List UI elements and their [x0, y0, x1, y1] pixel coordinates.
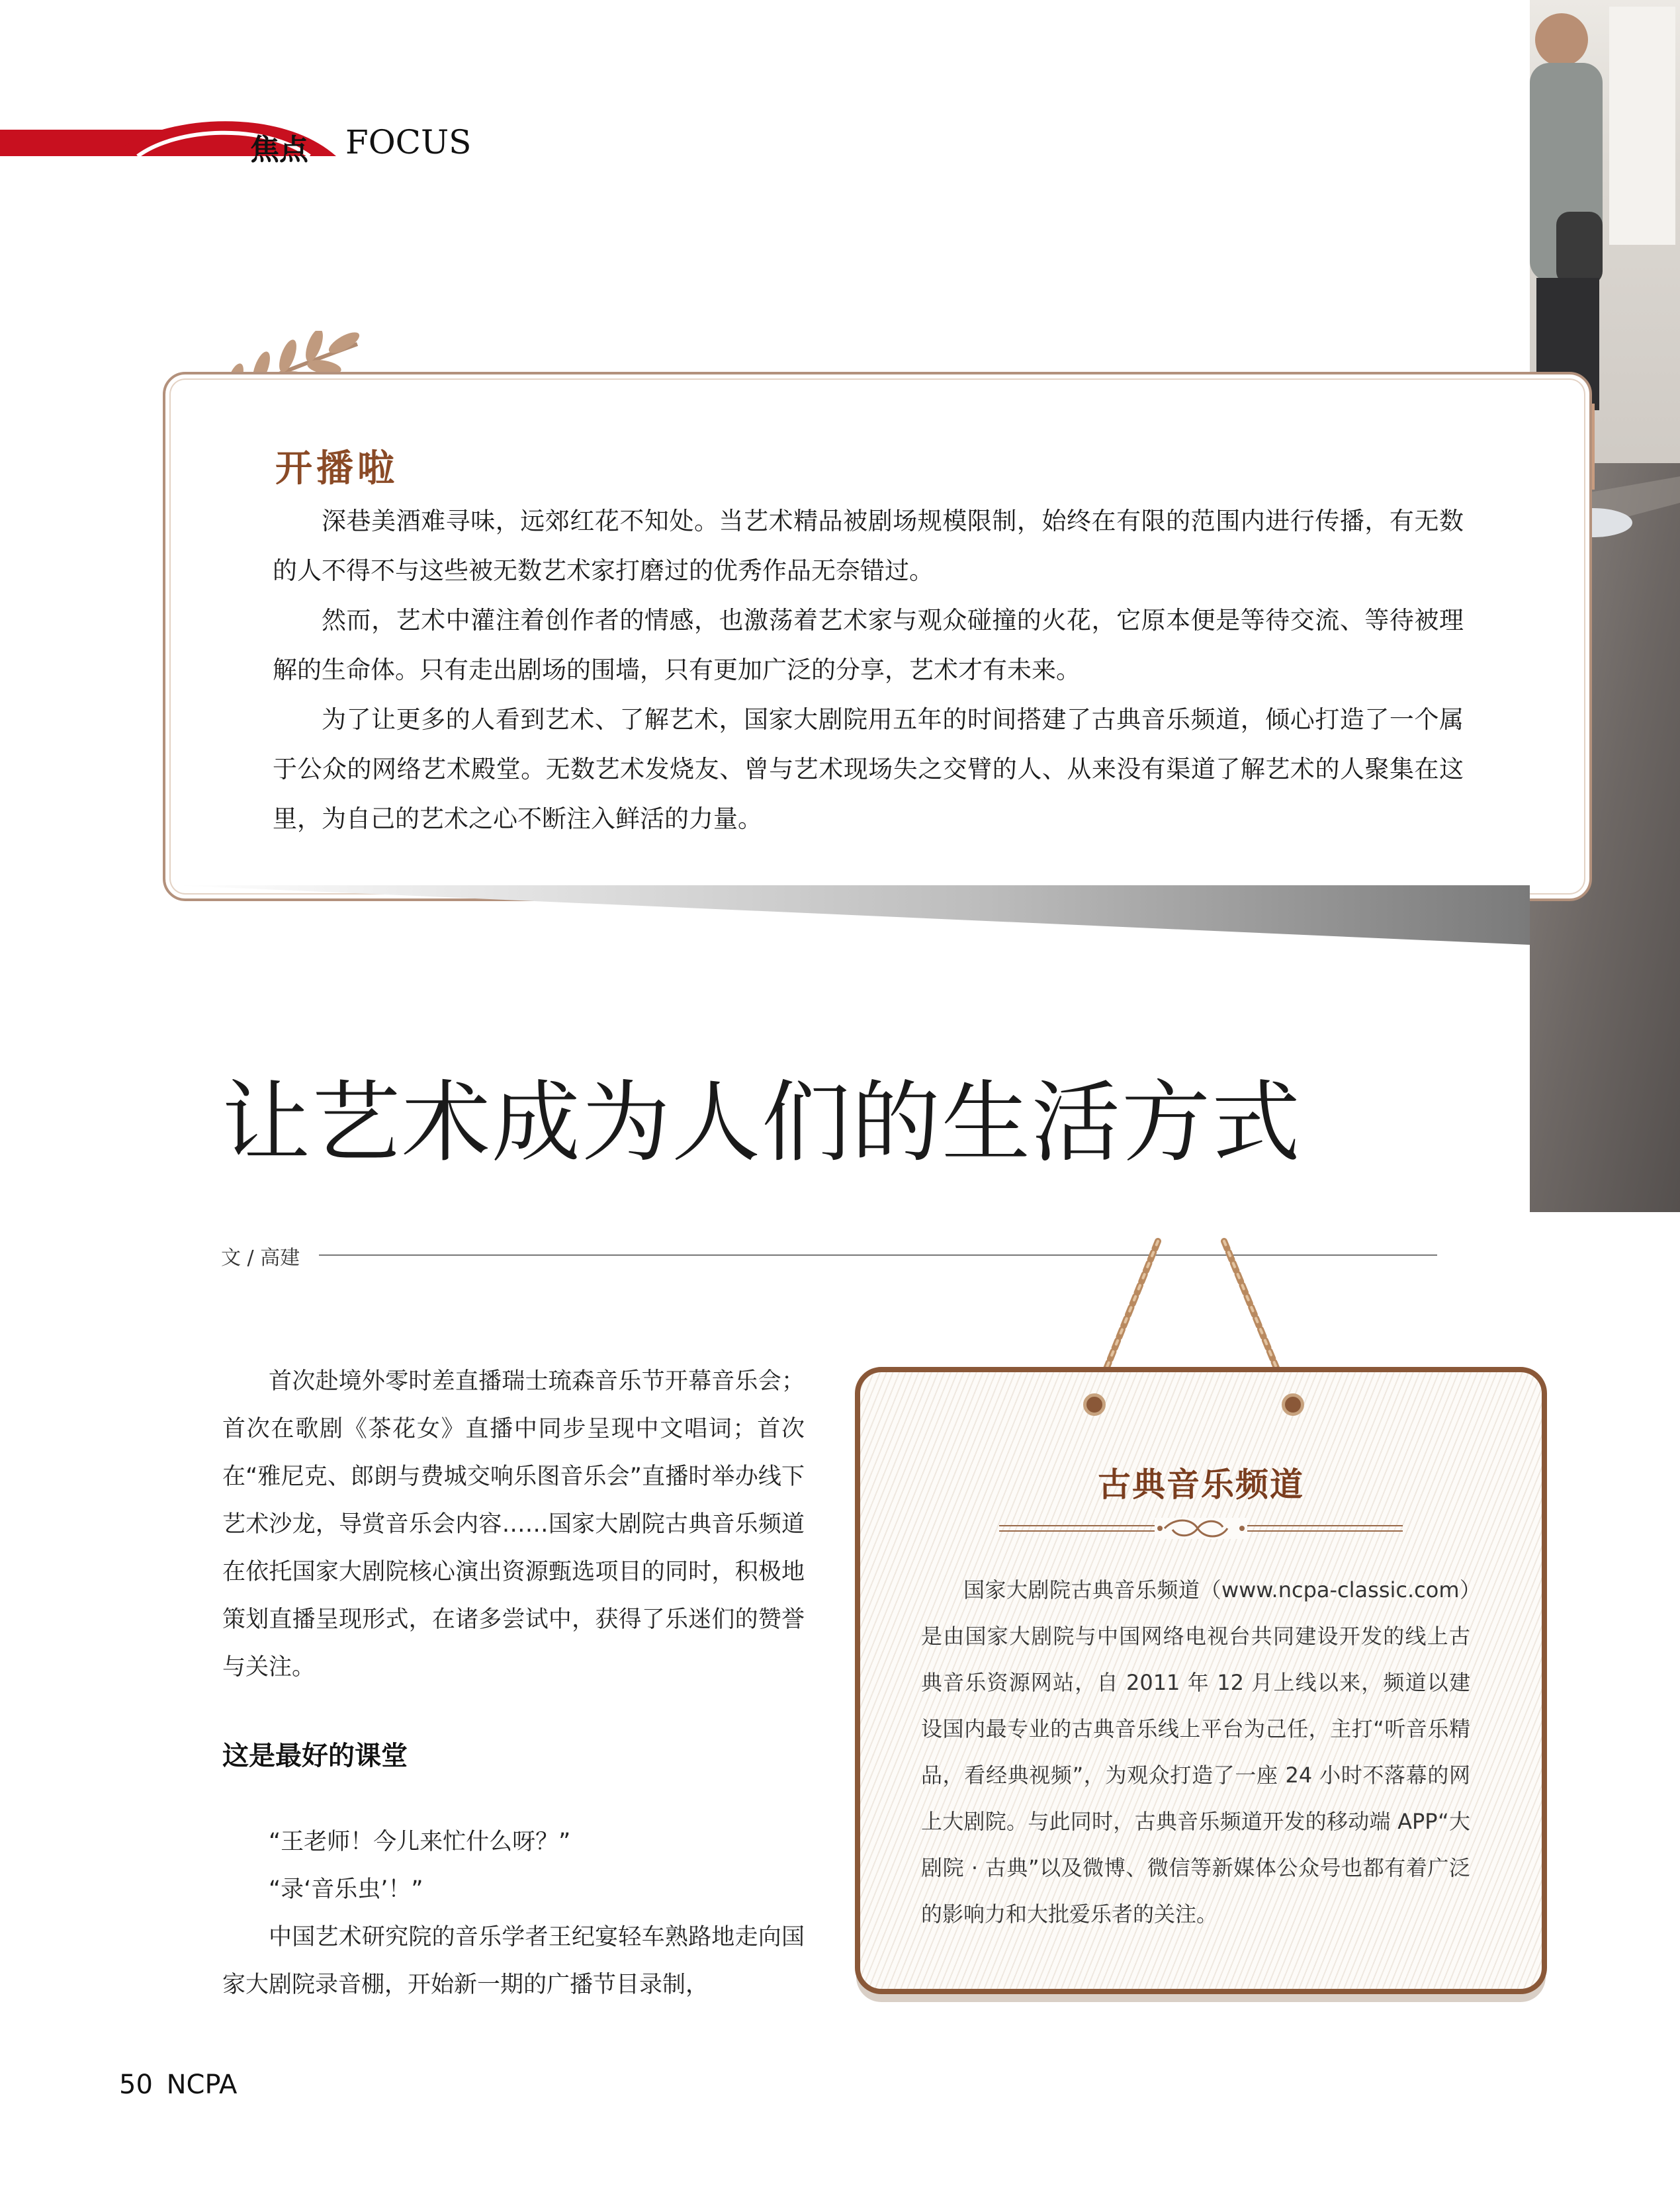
page-folio — [119, 2070, 237, 2100]
article-lead — [222, 1358, 805, 1691]
intro-box-shadow — [173, 885, 1536, 945]
article-body — [222, 1818, 805, 2009]
ornament-divider-icon — [999, 1515, 1403, 1542]
intro-paragraph: 为了让更多的人看到艺术、了解艺术，国家大剧院用五年的时间搭建了古典音乐频道，倾心打造了一个属于公众的网络艺术殿堂。无数艺术发烧友、曾与艺术现场失之交臂的人、从来没有渠道了解艺术的人聚集在这里，为自己的艺术之心不断注入鲜活的力量。 — [273, 705, 1464, 833]
intro-title: 开播啦 — [275, 447, 398, 490]
lead-paragraph: 首次赴境外零时差直播瑞士琉森音乐节开幕音乐会；首次在歌剧《茶花女》直播中同步呈现中文唱词；首次在“雅尼克、郎朗与费城交响乐图音乐会”直播时举办线下艺术沙龙，导赏音乐会内容……国家大剧院古典音乐频道在依托国家大剧院核心演出资源甄选项目的同时，积极地策划直播呈现形式，在诸多尝试中，获得了乐迷们的赞誉与关注。 — [222, 1368, 805, 1681]
sidebar-paragraph: 国家大剧院古典音乐频道（www.ncpa-classic.com）是由国家大剧院与中国网络电视台共同建设开发的线上古典音乐资源网站，自 2011 年 12 月上线以来，频道以建设国内最专业的古典音乐线上平台为己任，主打“听音乐精品，看经典视频”，为观众打造了一座 24 小时不落幕的网上大剧院。与此同时，古典音乐频道开发的移动端 APP“大剧院 · 古典”以及微博、微信等新媒体公众号也都有着广泛的影响力和大批爱乐者的关注。 — [921, 1577, 1470, 1927]
body-paragraph: 中国艺术研究院的音乐学者王纪宴轻车熟路地走向国家大剧院录音棚，开始新一期的广播节目录制， — [222, 1924, 805, 1998]
section-label-en: FOCUS — [345, 123, 472, 161]
dialogue-line: “录‘音乐虫’！” — [269, 1876, 423, 1903]
intro-paragraph: 深巷美酒难寻味，远郊红花不知处。当艺术精品被剧场规模限制，始终在有限的范围内进行传播，有无数的人不得不与这些被无数艺术家打磨过的优秀作品无奈错过。 — [273, 507, 1464, 585]
sidebar-title: 古典音乐频道 — [1098, 1465, 1304, 1504]
page-number: 50 — [119, 2070, 153, 2100]
sidebar-body — [921, 1567, 1470, 1937]
header-arc-icon — [111, 110, 349, 157]
article-subhead: 这是最好的课堂 — [222, 1741, 408, 1771]
intro-body — [273, 496, 1464, 844]
nail-icon — [1282, 1393, 1304, 1416]
article-title: 让艺术成为人们的生活方式 — [222, 1071, 1302, 1174]
publication-name: NCPA — [166, 2070, 238, 2100]
dialogue-line: “王老师！今儿来忙什么呀？” — [269, 1829, 571, 1855]
section-label-cn: 焦点 — [250, 133, 308, 167]
nail-icon — [1083, 1393, 1106, 1416]
intro-paragraph: 然而，艺术中灌注着创作者的情感，也激荡着艺术家与观众碰撞的火花，它原本便是等待交流、等待被理解的生命体。只有走出剧场的围墙，只有更加广泛的分享，艺术才有未来。 — [273, 606, 1464, 684]
byline: 文 / 高建 — [221, 1247, 300, 1270]
